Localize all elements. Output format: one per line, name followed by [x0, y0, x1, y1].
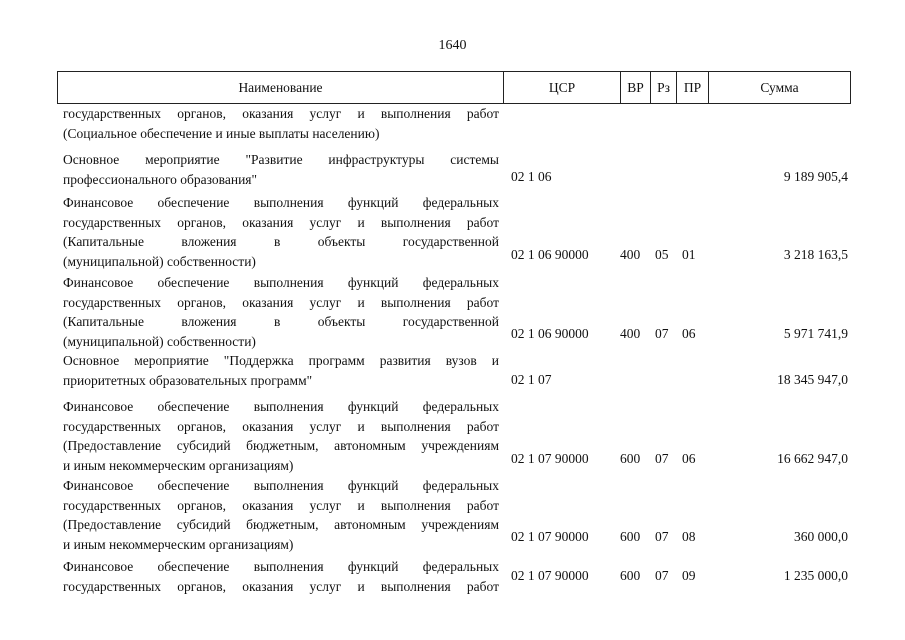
table-row-desc: [63, 397, 499, 475]
table-row-desc: [63, 150, 499, 189]
desc-line: профессионального образования": [63, 171, 258, 187]
desc-line: Финансовое обеспечение выполнения функций федеральных: [63, 478, 499, 493]
desc-line: государственных органов, оказания услуг и выполнения работ: [63, 578, 499, 594]
cell-pr: 01: [682, 247, 696, 262]
header-sum: Сумма: [760, 79, 799, 95]
desc-line: (Капитальные вложения в объекты государственной: [63, 234, 499, 249]
table-row-desc: [63, 193, 499, 271]
cell-rz: 07: [655, 451, 669, 466]
desc-line: государственных органов, оказания услуг и выполнения работ: [63, 418, 499, 434]
cell-csr: 02 1 07 90000: [511, 529, 589, 544]
desc-line: (Капитальные вложения в объекты государственной: [63, 314, 499, 329]
header-vr: ВР: [621, 72, 651, 103]
continuation-line: (Социальное обеспечение и иные выплаты населению): [63, 125, 380, 141]
header-name: Наименование: [58, 72, 504, 103]
desc-line: (Предоставление субсидий бюджетным, автономным учреждениям: [63, 438, 499, 453]
header-csr: ЦСР: [504, 72, 621, 103]
cell-sum: 9 189 905,4: [783, 169, 848, 184]
cell-sum: 5 971 741,9: [783, 326, 848, 341]
desc-line: приоритетных образовательных программ": [63, 372, 313, 388]
desc-line: (муниципальной) собственности): [63, 253, 256, 269]
desc-line: (Предоставление субсидий бюджетным, автономным учреждениям: [63, 517, 499, 532]
table-row-desc: [63, 557, 499, 596]
desc-line: Основное мероприятие "Развитие инфраструктуры системы: [63, 152, 499, 167]
desc-line: (муниципальной) собственности): [63, 333, 256, 349]
cell-csr: 02 1 06 90000: [511, 326, 589, 341]
desc-line: государственных органов, оказания услуг и выполнения работ: [63, 294, 499, 310]
cell-rz: 07: [655, 529, 669, 544]
cell-sum: 3 218 163,5: [783, 247, 848, 262]
desc-line: Финансовое обеспечение выполнения функций федеральных: [63, 559, 499, 574]
continuation-line: государственных органов, оказания услуг и выполнения работ: [63, 106, 499, 121]
continuation-text: [63, 104, 499, 143]
cell-vr: 600: [620, 451, 641, 466]
table-row-desc: [63, 351, 499, 390]
header-rz: Рз: [651, 72, 677, 103]
cell-rz: 07: [655, 326, 669, 341]
cell-rz: 05: [655, 247, 669, 262]
cell-vr: 400: [620, 326, 641, 341]
desc-line: и иным некоммерческим организациям): [63, 536, 294, 552]
cell-sum: 18 345 947,0: [777, 372, 848, 387]
header-pr: ПР: [677, 72, 709, 103]
cell-csr: 02 1 06 90000: [511, 247, 589, 262]
cell-pr: 09: [682, 568, 696, 583]
cell-sum: 360 000,0: [794, 529, 848, 544]
cell-sum: 16 662 947,0: [777, 451, 848, 466]
desc-line: Финансовое обеспечение выполнения функций федеральных: [63, 195, 499, 210]
table-row-desc: [63, 273, 499, 351]
cell-vr: 600: [620, 529, 641, 544]
cell-vr: 400: [620, 247, 641, 262]
cell-csr: 02 1 06: [511, 169, 552, 184]
cell-pr: 06: [682, 326, 696, 341]
desc-line: государственных органов, оказания услуг и выполнения работ: [63, 497, 499, 513]
table-header: [57, 71, 851, 104]
table-row-desc: [63, 476, 499, 554]
desc-line: государственных органов, оказания услуг и выполнения работ: [63, 214, 499, 230]
desc-line: Основное мероприятие "Поддержка программ развития вузов и: [63, 353, 499, 368]
cell-vr: 600: [620, 568, 641, 583]
desc-line: и иным некоммерческим организациям): [63, 457, 294, 473]
cell-pr: 06: [682, 451, 696, 466]
cell-csr: 02 1 07 90000: [511, 451, 589, 466]
desc-line: Финансовое обеспечение выполнения функций федеральных: [63, 275, 499, 290]
cell-sum: 1 235 000,0: [783, 568, 848, 583]
cell-rz: 07: [655, 568, 669, 583]
desc-line: Финансовое обеспечение выполнения функций федеральных: [63, 399, 499, 414]
cell-csr: 02 1 07 90000: [511, 568, 589, 583]
cell-csr: 02 1 07: [511, 372, 552, 387]
cell-pr: 08: [682, 529, 696, 544]
page-number: 1640: [438, 38, 467, 53]
